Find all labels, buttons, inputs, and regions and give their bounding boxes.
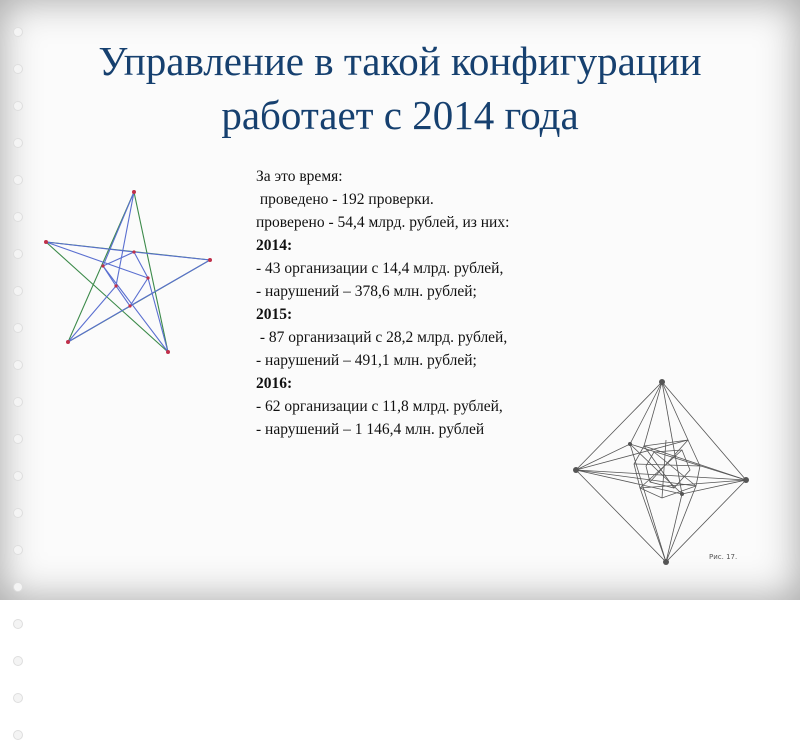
title-line-1: Управление в такой конфигурации xyxy=(98,38,702,84)
polyhedron-diagram xyxy=(570,376,760,571)
body-line: проверено - 54,4 млрд. рублей, из них: xyxy=(256,214,510,231)
star-diagram xyxy=(38,186,218,361)
body-line: проведено - 192 проверки. xyxy=(256,191,434,208)
body-line: - 62 организации с 11,8 млрд. рублей, xyxy=(256,398,503,415)
body-line: - 87 организаций с 28,2 млрд. рублей, xyxy=(256,329,508,346)
notebook-ring-strip xyxy=(10,0,24,600)
year-heading-2016: 2016: xyxy=(256,375,293,392)
star-vertices xyxy=(44,190,212,354)
star-outer-lines xyxy=(46,192,210,352)
body-line: За это время: xyxy=(256,168,343,185)
title-line-2: работает с 2014 года xyxy=(221,92,579,138)
body-line: - нарушений – 491,1 млн. рублей; xyxy=(256,352,477,369)
body-text xyxy=(256,165,596,441)
body-line: - нарушений – 1 146,4 млн. рублей xyxy=(256,421,485,438)
body-line: - 43 организации с 14,4 млрд. рублей, xyxy=(256,260,504,277)
year-heading-2015: 2015: xyxy=(256,306,293,323)
star-inner-lines xyxy=(46,192,210,352)
slide-title xyxy=(50,34,750,142)
year-heading-2014: 2014: xyxy=(256,237,293,254)
figure-caption: Рис. 17. xyxy=(709,553,738,561)
star-inner-pentagon xyxy=(103,252,148,306)
body-line: - нарушений – 378,6 млн. рублей; xyxy=(256,283,477,300)
